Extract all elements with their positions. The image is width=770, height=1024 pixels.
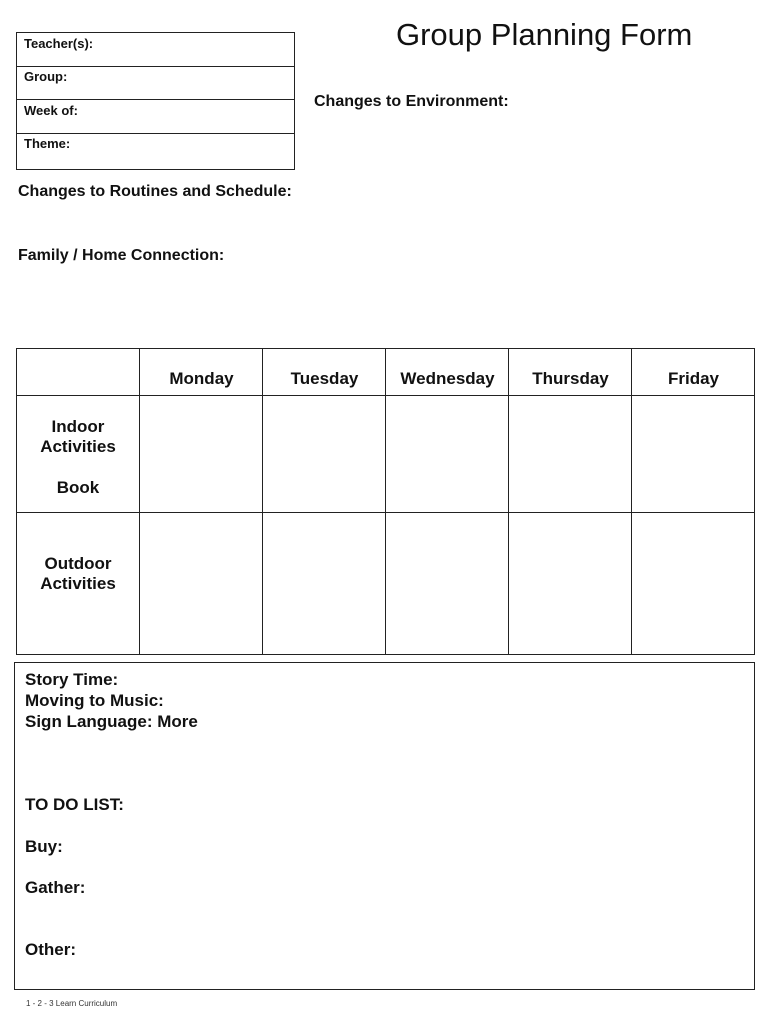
day-header-wednesday: Wednesday: [400, 369, 495, 388]
buy-label: Buy:: [25, 837, 63, 856]
info-box: [16, 32, 295, 170]
day-header-tuesday: Tuesday: [290, 369, 359, 388]
form-title: Group Planning Form: [396, 17, 693, 52]
family-connection-label: Family / Home Connection:: [18, 247, 225, 264]
day-header-friday: Friday: [667, 369, 720, 388]
teachers-field[interactable]: Teacher(s):: [17, 33, 294, 67]
outdoor-activities-label: [17, 554, 139, 594]
gather-label: Gather:: [25, 878, 86, 897]
routines-changes-label: Changes to Routines and Schedule:: [18, 183, 292, 200]
indoor-activities-label: [17, 417, 139, 498]
sign-language-label: Sign Language: More: [25, 712, 198, 731]
book-label: Book: [56, 478, 100, 497]
notes-box: [14, 662, 755, 990]
indoor-label-line2: Activities: [40, 437, 116, 456]
moving-to-music-label: Moving to Music:: [25, 691, 164, 710]
outdoor-label-line2: Activities: [40, 574, 116, 593]
todo-list-label: TO DO LIST:: [25, 795, 124, 814]
environment-changes-label: Changes to Environment:: [314, 93, 509, 110]
day-header-thursday: Thursday: [532, 369, 609, 388]
indoor-label-line1: Indoor: [51, 417, 105, 436]
other-label: Other:: [25, 940, 76, 959]
day-header-monday: Monday: [169, 369, 234, 388]
theme-field[interactable]: Theme:: [24, 136, 71, 151]
week-of-field[interactable]: Week of:: [17, 100, 294, 134]
footer-text: 1 - 2 - 3 Learn Curriculum: [26, 999, 118, 1008]
group-field[interactable]: Group:: [17, 67, 294, 100]
story-time-label: Story Time:: [25, 670, 119, 689]
weekly-schedule-grid: [16, 348, 755, 655]
outdoor-label-line1: Outdoor: [44, 554, 112, 573]
grid-divider: [17, 512, 754, 513]
